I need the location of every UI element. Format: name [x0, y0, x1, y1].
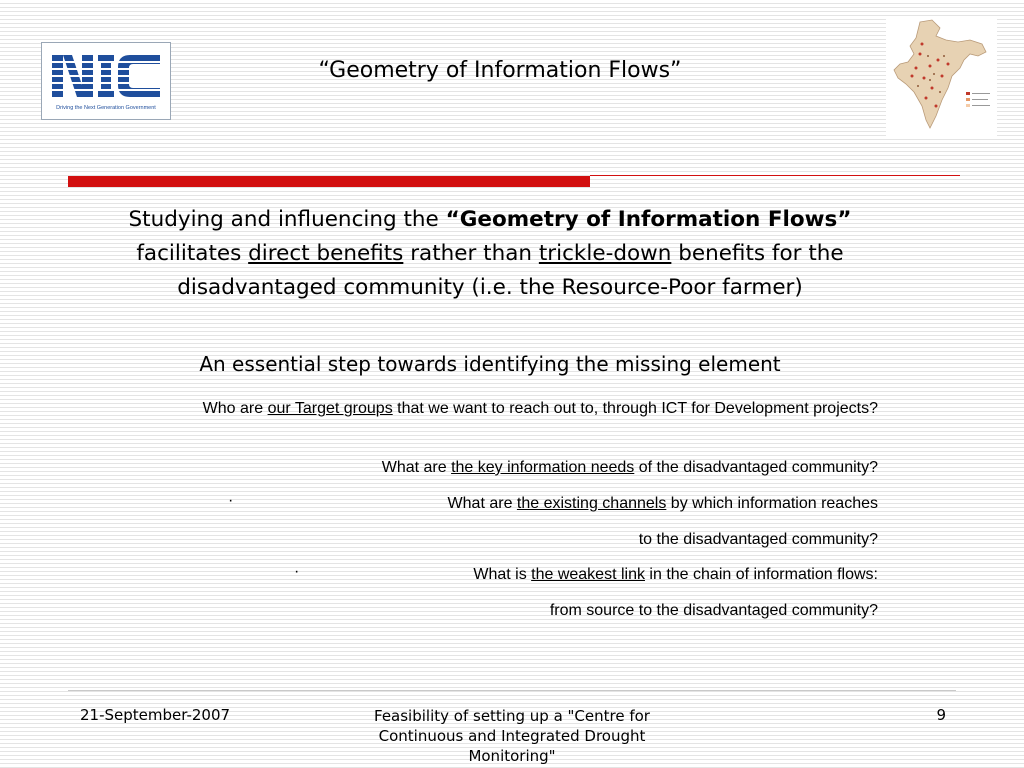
- nic-logo: [41, 42, 171, 120]
- question-information-needs: What are the key information needs of the disadvantaged community?: [381, 459, 878, 476]
- question-target-groups: Who are our Target groups that we want to reach out to, through ICT for Development projects?: [202, 400, 878, 417]
- target-groups-text: our Target groups: [267, 400, 393, 417]
- trickle-down-text: trickle-down: [538, 241, 672, 266]
- weakest-link-text: the weakest link: [531, 566, 645, 583]
- logo-tagline: Driving the Next Generation Government: [56, 105, 156, 111]
- footer-title: Feasibility of setting up a "Centre for Continuous and Integrated Drought Monitoring": [374, 707, 650, 765]
- existing-channels-text: the existing channels: [516, 495, 667, 512]
- lead-text-2: facilitates: [136, 241, 249, 266]
- logo-mark: [50, 55, 162, 97]
- direct-benefits-text: direct benefits: [248, 241, 404, 266]
- lead-text-3: rather than: [403, 241, 539, 266]
- slide-title: “Geometry of Information Flows”: [318, 58, 682, 83]
- question-existing-channels: What are the existing channels by which information reaches: [447, 495, 878, 512]
- title-divider-bar: [68, 176, 590, 187]
- lead-paragraph: [100, 203, 880, 305]
- india-map-image: [886, 16, 997, 138]
- lead-text-1: Studying and influencing the: [128, 207, 446, 232]
- information-needs-text: the key information needs: [451, 459, 635, 476]
- question-weakest-link-cont: from source to the disadvantaged community?: [549, 602, 878, 619]
- subheading: An essential step towards identifying the missing element: [199, 352, 781, 376]
- question-weakest-link: What is the weakest link in the chain of information flows:: [473, 566, 878, 583]
- footer-divider: [68, 690, 956, 691]
- title-divider-line: [590, 175, 960, 176]
- question-existing-channels-cont: to the disadvantaged community?: [638, 531, 878, 548]
- footer-date: 21-September-2007: [80, 706, 231, 724]
- page-number: 9: [936, 706, 946, 724]
- bullet-weakest-link: ·: [294, 563, 300, 580]
- lead-text-4: benefits for the disadvantaged community (i.e. the Resource-Poor farmer): [177, 241, 844, 300]
- lead-emphasis: “Geometry of Information Flows”: [445, 207, 852, 232]
- bullet-existing-channels: ·: [228, 492, 234, 509]
